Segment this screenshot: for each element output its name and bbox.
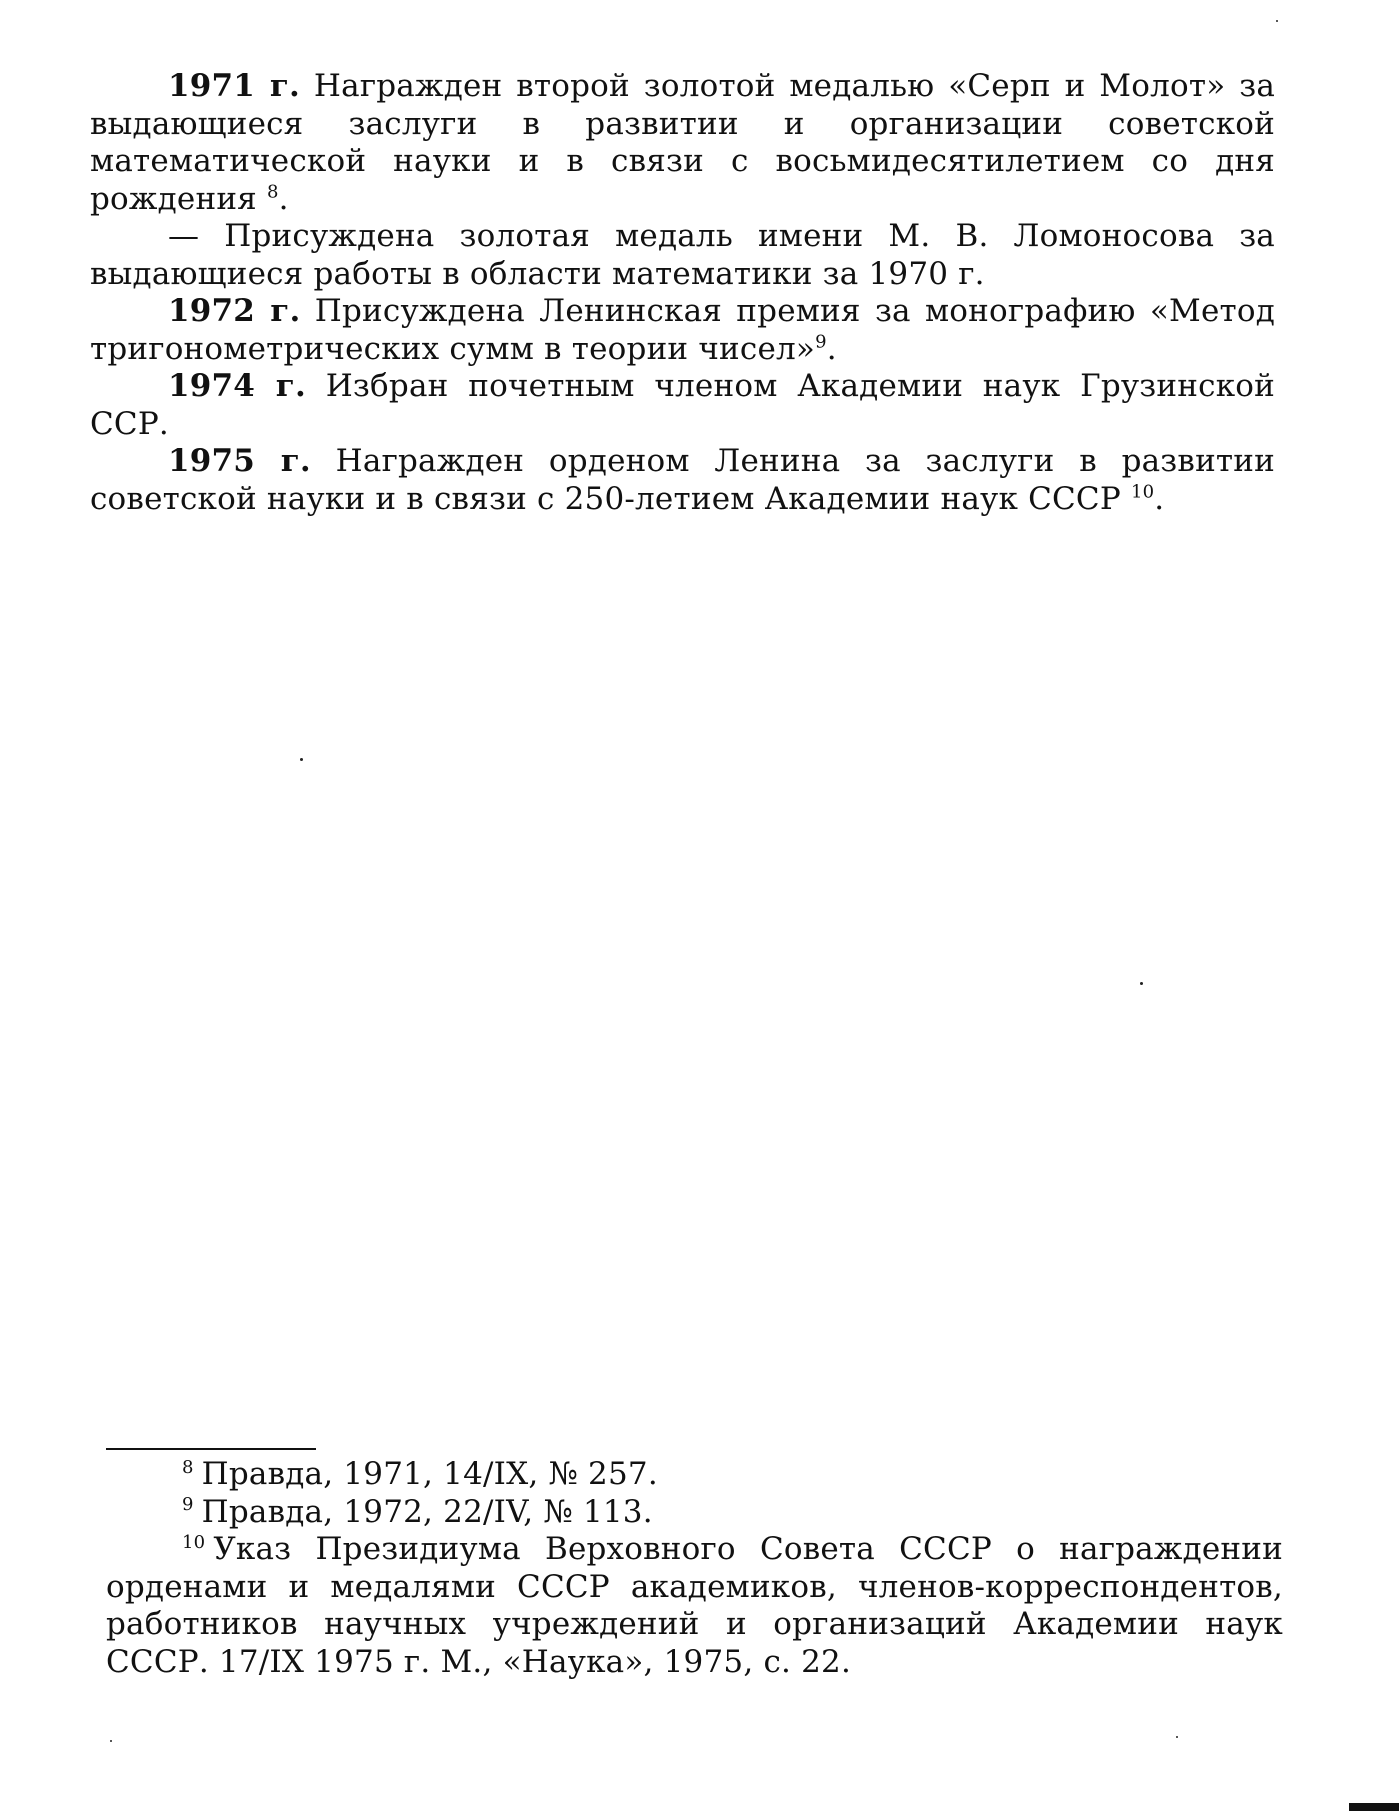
footnote-9 (106, 1494, 1283, 1532)
entry-1974 (90, 368, 1275, 443)
entry-year: 1972 г. (168, 293, 301, 329)
entry-1971-medal (90, 218, 1275, 293)
footnote-number: 9 (182, 1494, 194, 1516)
footnote-8 (106, 1456, 1283, 1494)
scan-speck (110, 1740, 112, 1742)
footnote-number: 10 (182, 1531, 206, 1553)
entry-1971: 1971 г. Награжден второй золотой медалью «Серп и Молот» за выдающиеся заслуги в развитии и организации советской математической науки и в связи с восьмидесятилетием со дня рождения $^8$. (90, 68, 1276, 217)
scan-speck (1176, 1736, 1178, 1738)
entry-text: Награжден второй золотой медалью «Серп и Молот» за выдающиеся заслуги в развитии и организации советской математической науки и в связи с восьмидесятилетием со дня рождения (90, 68, 1276, 217)
footnotes (106, 1456, 1283, 1681)
footnote-ref[interactable]: 8 (267, 181, 279, 203)
main-text (90, 68, 1275, 518)
footnote-text: Правда, 1971, 14/IX, № 257. (201, 1456, 658, 1492)
footnote-ref[interactable]: 10 (1130, 481, 1155, 503)
entry-text: Избран почетным членом Академии наук Грузинской ССР. (90, 368, 1275, 442)
footnote-number: 8 (182, 1456, 194, 1478)
entry-text: — Присуждена золотая медаль имени М. В. Ломоносова за выдающиеся работы в области математики за 1970 г. (90, 218, 1275, 292)
footnote-ref[interactable]: 9 (815, 331, 827, 353)
entry-text: Награжден орденом Ленина за заслуги в развитии советской науки и в связи с 250-летием Академии наук СССР (90, 443, 1275, 517)
entry-text: Присуждена Ленинская премия за монографию «Метод тригонометрических сумм в теории чисел» (90, 293, 1276, 367)
footnote-10 (106, 1531, 1283, 1681)
entry-1975: 1975 г. Награжден орденом Ленина за заслуги в развитии советской науки и в связи с 250-летием Академии наук СССР $^{10}$. (90, 443, 1275, 517)
scan-speck (1276, 20, 1278, 22)
scan-edge-mark (1349, 1803, 1399, 1811)
scan-speck (300, 758, 303, 761)
entry-year: 1971 г. (168, 68, 301, 104)
scan-speck (1140, 982, 1143, 985)
entry-year: 1974 г. (168, 368, 306, 404)
entry-1972: 1972 г. Присуждена Ленинская премия за монографию «Метод тригонометрических сумм в теории чисел»$^9$. (90, 293, 1276, 367)
footnote-text: Указ Президиума Верховного Совета СССР о награждении орденами и медалями СССР академиков, членов-корреспондентов, работников научных учреждений и организаций Академии наук СССР. 17/IX 1975 г. М., «Наука», 1975, с. 22. (106, 1531, 1283, 1680)
footnote-text: Правда, 1972, 22/IV, № 113. (201, 1493, 653, 1530)
entry-year: 1975 г. (168, 443, 311, 479)
footnote-separator (106, 1448, 316, 1450)
